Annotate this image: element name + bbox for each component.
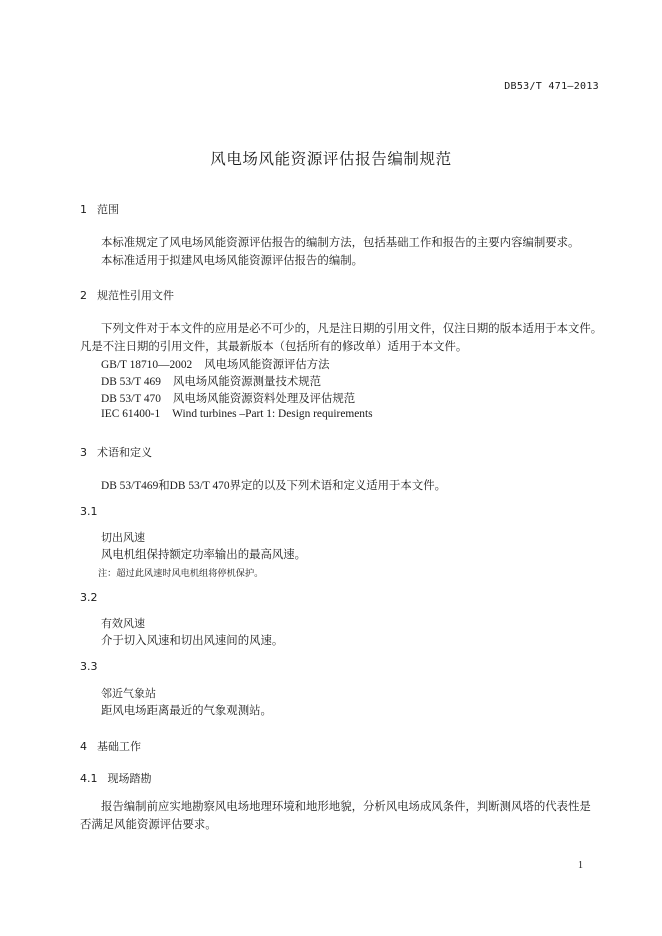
section-1-paragraph-2: 本标准适用于拟建风电场风能资源评估报告的编制。: [101, 255, 363, 267]
page-number: 1: [578, 860, 583, 871]
reference-code: DB 53/T 469: [101, 376, 161, 388]
term-note: 注：超过此风速时风电机组将停机保护。: [98, 568, 264, 578]
term-number: 3.1: [80, 505, 98, 518]
reference-code: GB/T 18710—2002: [101, 359, 193, 371]
section-1-paragraph-1: 本标准规定了风电场风能资源评估报告的编制方法，包括基础工作和报告的主要内容编制要求。: [101, 237, 580, 249]
section-title: 基础工作: [97, 740, 141, 753]
section-1-heading: [80, 201, 119, 217]
section-title: 范围: [97, 203, 119, 216]
reference-item: [101, 408, 373, 420]
section-number: 3: [80, 446, 87, 459]
subsection-4-1-heading: [80, 770, 152, 786]
section-number: 4: [80, 740, 87, 753]
subsection-4-1-paragraph-line-1: 报告编制前应实地勘察风电场地理环境和地形地貌，分析风电场成风条件，判断测风塔的代表性是: [101, 801, 591, 813]
subsection-title: 现场踏勘: [107, 772, 152, 785]
section-3-heading: [80, 444, 152, 460]
term-name: 有效风速: [101, 617, 145, 630]
term-definition: 距风电场距离最近的气象观测站。: [101, 705, 272, 717]
section-number: 1: [80, 203, 87, 216]
standard-number: DB53/T 471—2013: [504, 81, 599, 92]
section-title: 规范性引用文件: [97, 289, 174, 302]
subsection-4-1-paragraph-line-2: 否满足风能资源评估要求。: [80, 819, 217, 831]
term-definition: 介于切入风速和切出风速间的风速。: [101, 635, 284, 647]
section-title: 术语和定义: [97, 446, 152, 459]
term-definition: 风电机组保持额定功率输出的最高风速。: [101, 549, 307, 561]
reference-title: 风电场风能资源测量技术规范: [172, 376, 322, 388]
reference-title: 风电场风能资源评估方法: [204, 359, 330, 371]
term-name: 切出风速: [101, 531, 145, 544]
section-3-intro: DB 53/T469和DB 53/T 470界定的以及下列术语和定义适用于本文件。: [101, 480, 446, 492]
subsection-number: 4.1: [80, 772, 98, 785]
reference-item: [101, 390, 355, 406]
section-2-paragraph-line-1: 下列文件对于本文件的应用是必不可少的，凡是注日期的引用文件，仅注日期的版本适用于本文件。: [101, 323, 603, 335]
reference-code: IEC 61400-1: [101, 408, 161, 420]
section-2-heading: [80, 287, 174, 303]
reference-item: [101, 356, 330, 372]
reference-code: DB 53/T 470: [101, 393, 161, 405]
term-number: 3.3: [80, 660, 98, 673]
section-number: 2: [80, 289, 87, 302]
document-title: 风电场风能资源评估报告编制规范: [210, 150, 452, 168]
reference-title: Wind turbines –Part 1: Design requirements: [172, 408, 373, 420]
reference-title: 风电场风能资源资料处理及评估规范: [172, 393, 356, 405]
reference-item: [101, 373, 321, 389]
term-number: 3.2: [80, 591, 98, 604]
section-4-heading: [80, 738, 141, 754]
section-2-paragraph-line-2: 凡是不注日期的引用文件，其最新版本（包括所有的修改单）适用于本文件。: [80, 341, 468, 353]
term-name: 邻近气象站: [101, 687, 156, 700]
